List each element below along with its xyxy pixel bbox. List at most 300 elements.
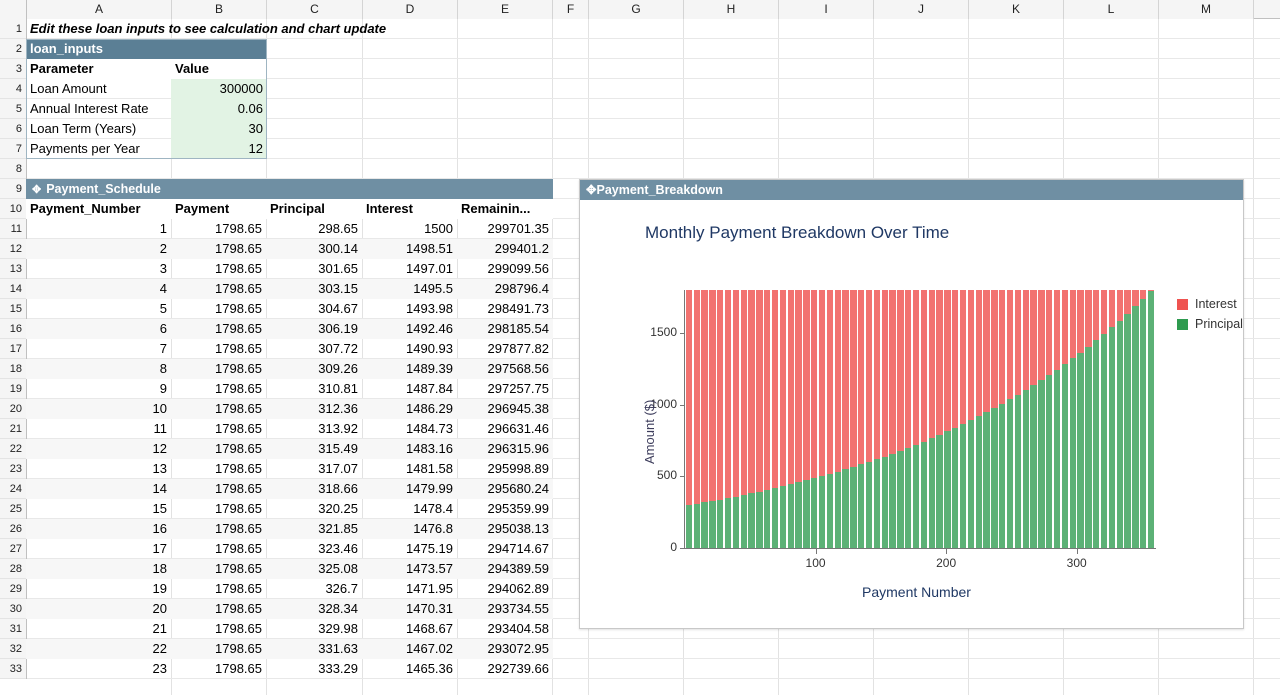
chart-bar-segment-principal (835, 472, 841, 548)
payment-schedule-cell-r14-c0[interactable]: 15 (152, 501, 167, 516)
row-header-11[interactable]: 11 (0, 219, 26, 239)
row-header-32[interactable]: 32 (0, 639, 26, 659)
row-header-7[interactable]: 7 (0, 139, 26, 159)
row-header-4[interactable]: 4 (0, 79, 26, 99)
row-header-9[interactable]: 9 (0, 179, 26, 199)
chart-bar-segment-principal (717, 500, 723, 548)
chart-bar-segment-principal (1015, 395, 1021, 548)
payment-schedule-cell-r15-c4[interactable]: 295038.13 (457, 519, 553, 539)
row-header-20[interactable]: 20 (0, 399, 26, 419)
chart-bar-segment-interest (905, 290, 911, 448)
row-header-26[interactable]: 26 (0, 519, 26, 539)
payment-schedule-cell-r21-c4[interactable]: 293072.95 (457, 639, 553, 659)
chart-bar-segment-interest (983, 290, 989, 412)
loan-input-label-0[interactable]: Loan Amount (30, 81, 107, 96)
row-header-30[interactable]: 30 (0, 599, 26, 619)
chart-bar-segment-interest (858, 290, 864, 464)
payment-schedule-cell-r5-c3[interactable]: 1492.46 (362, 319, 457, 339)
chart-bar (827, 290, 833, 548)
payment-schedule-cell-r3-c1[interactable]: 1798.65 (171, 279, 266, 299)
row-header-17[interactable]: 17 (0, 339, 26, 359)
payment-schedule-cell-r5-c0[interactable]: 6 (26, 319, 171, 339)
payment-schedule-cell-r20-c0[interactable]: 21 (152, 621, 167, 636)
row-header-6[interactable]: 6 (0, 119, 26, 139)
row-header-10[interactable]: 10 (0, 199, 26, 219)
column-header-E[interactable]: E (458, 0, 553, 19)
payment-schedule-cell-r19-c2[interactable]: 328.34 (266, 599, 362, 619)
payment-schedule-cell-r13-c4[interactable]: 295680.24 (457, 479, 553, 499)
chart-bar (1148, 290, 1154, 548)
payment-schedule-cell-r9-c0[interactable]: 10 (26, 399, 171, 419)
row-header-2[interactable]: 2 (0, 39, 26, 59)
chart-ytick-1: 500 (656, 468, 677, 483)
payment-schedule-cell-r21-c2[interactable]: 331.63 (266, 639, 362, 659)
payment-schedule-cell-r20-c1[interactable]: 1798.65 (215, 621, 262, 636)
payment-schedule-cell-r0-c3[interactable]: 1500 (424, 221, 453, 236)
payment-schedule-cell-r4-c1[interactable]: 1798.65 (215, 301, 262, 316)
payment-schedule-cell-r14-c4[interactable]: 295359.99 (487, 501, 549, 516)
legend-swatch-interest-icon (1177, 299, 1188, 310)
payment-schedule-cell-r12-c1[interactable]: 1798.65 (215, 461, 262, 476)
chart-bar (850, 290, 856, 548)
chart-bar-segment-interest (976, 290, 982, 416)
chart-bar-segment-interest (1132, 290, 1138, 306)
payment-schedule-cell-r17-c3[interactable]: 1473.57 (362, 559, 457, 579)
chart-bar (897, 290, 903, 548)
payment-schedule-cell-r13-c1[interactable]: 1798.65 (171, 479, 266, 499)
payment-schedule-cell-r19-c1[interactable]: 1798.65 (171, 599, 266, 619)
payment-schedule-cell-r21-c0[interactable]: 22 (26, 639, 171, 659)
payment-schedule-cell-r20-c2[interactable]: 329.98 (318, 621, 358, 636)
column-header-D[interactable]: D (363, 0, 458, 19)
payment-schedule-cell-r1-c3[interactable]: 1498.51 (362, 239, 457, 259)
chart-bar (913, 290, 919, 548)
chart-bar (819, 290, 825, 548)
row-header-28[interactable]: 28 (0, 559, 26, 579)
chart-bar-segment-principal (1101, 334, 1107, 548)
payment-schedule-cell-r6-c3[interactable]: 1490.93 (406, 341, 453, 356)
payment-schedule-cell-r22-c2[interactable]: 333.29 (318, 661, 358, 676)
payment-schedule-cell-r8-c3[interactable]: 1487.84 (406, 381, 453, 396)
row-header-14[interactable]: 14 (0, 279, 26, 299)
column-header-M[interactable]: M (1159, 0, 1254, 19)
payment-schedule-cell-r22-c4[interactable]: 292739.66 (487, 661, 549, 676)
loan-input-value-2[interactable]: 30 (171, 119, 267, 139)
payment-schedule-cell-r7-c2[interactable]: 309.26 (266, 359, 362, 379)
chart-bar (717, 290, 723, 548)
payment-schedule-cell-r7-c1[interactable]: 1798.65 (171, 359, 266, 379)
payment-schedule-cell-r3-c0[interactable]: 4 (26, 279, 171, 299)
payment-schedule-cell-r2-c2[interactable]: 301.65 (318, 261, 358, 276)
payment-schedule-cell-r18-c4[interactable]: 294062.89 (487, 581, 549, 596)
chart-bar-segment-principal (803, 480, 809, 548)
payment-schedule-cell-r7-c4[interactable]: 297568.56 (457, 359, 553, 379)
chart-bar-segment-interest (788, 290, 794, 484)
payment-schedule-cell-r22-c0[interactable]: 23 (152, 661, 167, 676)
chart-bar-segment-principal (991, 408, 997, 548)
chart-bar-segment-principal (725, 498, 731, 548)
chart-bar (952, 290, 958, 548)
payment-schedule-cell-r18-c0[interactable]: 19 (152, 581, 167, 596)
chart-bar (686, 290, 692, 548)
chart-bar-segment-principal (1038, 380, 1044, 548)
chart-bar-segment-principal (1109, 327, 1115, 548)
chart-bar (944, 290, 950, 548)
chart-xtick-0: 100 (805, 556, 826, 570)
chart-plot-area (685, 290, 1155, 548)
payment-schedule-cell-r1-c1[interactable]: 1798.65 (171, 239, 266, 259)
chart-bar (780, 290, 786, 548)
payment-schedule-cell-r4-c2[interactable]: 304.67 (318, 301, 358, 316)
chart-bar (991, 290, 997, 548)
payment-schedule-cell-r6-c4[interactable]: 297877.82 (487, 341, 549, 356)
payment-schedule-cell-r15-c2[interactable]: 321.85 (266, 519, 362, 539)
chart-bar (725, 290, 731, 548)
payment-schedule-cell-r9-c2[interactable]: 312.36 (266, 399, 362, 419)
payment-schedule-cell-r5-c2[interactable]: 306.19 (266, 319, 362, 339)
payment-schedule-cell-r8-c4[interactable]: 297257.75 (487, 381, 549, 396)
chart-bar-segment-interest (1140, 290, 1146, 299)
chart-bar-segment-interest (803, 290, 809, 480)
payment-schedule-cell-r14-c3[interactable]: 1478.4 (413, 501, 453, 516)
chart-bar-segment-interest (1030, 290, 1036, 385)
chart-bar-segment-principal (1148, 291, 1154, 548)
loan-inputs-table-title: loan_inputs (26, 39, 267, 59)
payment-schedule-cell-r1-c0[interactable]: 2 (26, 239, 171, 259)
payment-schedule-cell-r2-c4[interactable]: 299099.56 (487, 261, 549, 276)
column-header-K[interactable]: K (969, 0, 1064, 19)
column-header-C[interactable]: C (267, 0, 363, 19)
column-header-L[interactable]: L (1064, 0, 1159, 19)
payment-schedule-cell-r6-c1[interactable]: 1798.65 (215, 341, 262, 356)
payment-schedule-cell-r10-c2[interactable]: 313.92 (318, 421, 358, 436)
chart-bar-segment-principal (976, 416, 982, 548)
row-header-24[interactable]: 24 (0, 479, 26, 499)
payment-schedule-cell-r12-c2[interactable]: 317.07 (318, 461, 358, 476)
payment-schedule-cell-r3-c3[interactable]: 1495.5 (362, 279, 457, 299)
chart-bar (709, 290, 715, 548)
select-all-corner[interactable] (0, 0, 27, 19)
payment-schedule-cell-r16-c2[interactable]: 323.46 (318, 541, 358, 556)
payment-schedule-cell-r15-c3[interactable]: 1476.8 (362, 519, 457, 539)
payment-breakdown-chart-panel[interactable] (579, 179, 1244, 629)
payment-schedule-cell-r16-c3[interactable]: 1475.19 (406, 541, 453, 556)
chart-bar-segment-principal (960, 424, 966, 548)
row-header-column (0, 19, 27, 679)
payment-schedule-cell-r22-c1[interactable]: 1798.65 (215, 661, 262, 676)
row-header-22[interactable]: 22 (0, 439, 26, 459)
payment-schedule-cell-r16-c1[interactable]: 1798.65 (215, 541, 262, 556)
payment-schedule-cell-r7-c0[interactable]: 8 (26, 359, 171, 379)
chart-bar-segment-principal (842, 469, 848, 548)
column-header-F[interactable]: F (553, 0, 589, 19)
row-header-29[interactable]: 29 (0, 579, 26, 599)
payment-schedule-header-4: Remainin... (457, 199, 553, 219)
chart-bar-segment-principal (936, 435, 942, 548)
chart-bar-segment-interest (835, 290, 841, 472)
chart-bar-segment-interest (1093, 290, 1099, 340)
payment-schedule-cell-r13-c2[interactable]: 318.66 (266, 479, 362, 499)
chart-bar-segment-interest (709, 290, 715, 501)
row-header-5[interactable]: 5 (0, 99, 26, 119)
payment-schedule-cell-r2-c0[interactable]: 3 (159, 261, 167, 276)
row-header-18[interactable]: 18 (0, 359, 26, 379)
payment-schedule-cell-r19-c3[interactable]: 1470.31 (362, 599, 457, 619)
chart-bar (929, 290, 935, 548)
chart-bar-segment-principal (1093, 340, 1099, 548)
column-header-A[interactable]: A (27, 0, 172, 19)
chart-bar-segment-principal (1062, 364, 1068, 548)
chart-bar-segment-principal (999, 404, 1005, 548)
move-anchor-icon[interactable]: ✥ (586, 183, 597, 197)
payment-schedule-cell-r0-c1[interactable]: 1798.65 (215, 221, 262, 236)
chart-bar-segment-interest (717, 290, 723, 500)
payment-schedule-cell-r17-c4[interactable]: 294389.59 (457, 559, 553, 579)
column-header-H[interactable]: H (684, 0, 779, 19)
loan-input-label-3[interactable]: Payments per Year (30, 141, 140, 156)
loan-input-value-1[interactable]: 0.06 (171, 99, 267, 119)
loan-input-value-3[interactable]: 12 (171, 139, 267, 159)
chart-bar-segment-principal (1030, 385, 1036, 548)
chart-bar-segment-interest (944, 290, 950, 431)
row-header-21[interactable]: 21 (0, 419, 26, 439)
payment-schedule-cell-r0-c2[interactable]: 298.65 (318, 221, 358, 236)
payment-schedule-cell-r10-c0[interactable]: 11 (153, 421, 167, 436)
chart-bar (905, 290, 911, 548)
payment-schedule-cell-r21-c1[interactable]: 1798.65 (171, 639, 266, 659)
payment-schedule-header-3: Interest (362, 199, 457, 219)
chart-bar-segment-interest (1085, 290, 1091, 347)
chart-bar (921, 290, 927, 548)
chart-bar (1015, 290, 1021, 548)
row-header-3[interactable]: 3 (0, 59, 26, 79)
payment-schedule-cell-r17-c1[interactable]: 1798.65 (171, 559, 266, 579)
chart-y-axis-label: Amount ($) (642, 399, 657, 464)
payment-schedule-cell-r18-c1[interactable]: 1798.65 (215, 581, 262, 596)
chart-bar-segment-interest (756, 290, 762, 492)
chart-bar-segment-principal (968, 420, 974, 548)
legend-label-interest: Interest (1195, 297, 1237, 311)
row-header-13[interactable]: 13 (0, 259, 26, 279)
payment-schedule-cell-r2-c3[interactable]: 1497.01 (406, 261, 453, 276)
payment-schedule-cell-r21-c3[interactable]: 1467.02 (362, 639, 457, 659)
legend-label-principal: Principal (1195, 317, 1243, 331)
chart-bar (756, 290, 762, 548)
chart-bar-segment-principal (780, 486, 786, 548)
column-header-G[interactable]: G (589, 0, 684, 19)
payment-schedule-cell-r17-c0[interactable]: 18 (26, 559, 171, 579)
row-header-8[interactable]: 8 (0, 159, 26, 179)
payment-schedule-cell-r8-c0[interactable]: 9 (159, 381, 167, 396)
payment-breakdown-object-title[interactable] (580, 180, 1243, 200)
chart-bar (835, 290, 841, 548)
payment-schedule-cell-r1-c4[interactable]: 299401.2 (457, 239, 553, 259)
payment-schedule-cell-r11-c1[interactable]: 1798.65 (171, 439, 266, 459)
payment-schedule-header-1: Payment (171, 199, 266, 219)
chart-bar (968, 290, 974, 548)
payment-schedule-cell-r7-c3[interactable]: 1489.39 (362, 359, 457, 379)
row-header-25[interactable]: 25 (0, 499, 26, 519)
payment-schedule-cell-r20-c3[interactable]: 1468.67 (406, 621, 453, 636)
chart-bar-segment-interest (936, 290, 942, 435)
chart-ytick-mark (680, 476, 685, 477)
payment-schedule-cell-r4-c3[interactable]: 1493.98 (406, 301, 453, 316)
row-header-19[interactable]: 19 (0, 379, 26, 399)
chart-bar (858, 290, 864, 548)
chart-bar-segment-principal (882, 457, 888, 548)
chart-bar-segment-interest (819, 290, 825, 476)
chart-bar-segment-interest (991, 290, 997, 408)
chart-bar (1007, 290, 1013, 548)
payment-schedule-cell-r11-c2[interactable]: 315.49 (266, 439, 362, 459)
cell-grid[interactable] (27, 19, 1280, 695)
payment-schedule-cell-r18-c2[interactable]: 326.7 (325, 581, 358, 596)
chart-ytick-mark (680, 548, 685, 549)
chart-bar (1140, 290, 1146, 548)
chart-bar (999, 290, 1005, 548)
chart-bar-segment-interest (795, 290, 801, 482)
payment-schedule-cell-r22-c3[interactable]: 1465.36 (406, 661, 453, 676)
loan-input-value-0[interactable]: 300000 (171, 79, 267, 99)
payment-schedule-cell-r4-c0[interactable]: 5 (159, 301, 167, 316)
payment-schedule-cell-r11-c4[interactable]: 296315.96 (457, 439, 553, 459)
row-header-31[interactable]: 31 (0, 619, 26, 639)
payment-schedule-cell-r12-c0[interactable]: 13 (152, 461, 167, 476)
payment-schedule-cell-r13-c3[interactable]: 1479.99 (362, 479, 457, 499)
chart-bar-segment-principal (905, 448, 911, 548)
payment-schedule-cell-r8-c1[interactable]: 1798.65 (215, 381, 262, 396)
payment-schedule-cell-r2-c1[interactable]: 1798.65 (215, 261, 262, 276)
chart-bar (701, 290, 707, 548)
payment-schedule-cell-r11-c0[interactable]: 12 (26, 439, 171, 459)
payment-schedule-cell-r8-c2[interactable]: 310.81 (318, 381, 358, 396)
loan-input-label-1[interactable]: Annual Interest Rate (30, 101, 149, 116)
payment-schedule-cell-r16-c4[interactable]: 294714.67 (487, 541, 549, 556)
payment-schedule-cell-r3-c2[interactable]: 303.15 (266, 279, 362, 299)
chart-bar-segment-principal (1077, 353, 1083, 548)
payment-schedule-cell-r10-c3[interactable]: 1484.73 (406, 421, 453, 436)
payment-schedule-cell-r1-c2[interactable]: 300.14 (266, 239, 362, 259)
row-header-15[interactable]: 15 (0, 299, 26, 319)
chart-bar-segment-principal (858, 464, 864, 548)
chart-bar-segment-principal (944, 431, 950, 548)
payment-schedule-header-0: Payment_Number (26, 199, 171, 219)
payment-breakdown-object-label: Payment_Breakdown (596, 183, 723, 197)
payment-schedule-cell-r4-c4[interactable]: 298491.73 (487, 301, 549, 316)
payment-schedule-cell-r20-c4[interactable]: 293404.58 (487, 621, 549, 636)
column-header-I[interactable]: I (779, 0, 874, 19)
chart-bar-segment-interest (842, 290, 848, 469)
payment-schedule-cell-r14-c2[interactable]: 320.25 (318, 501, 358, 516)
payment-schedule-cell-r14-c1[interactable]: 1798.65 (215, 501, 262, 516)
chart-bar-segment-interest (1015, 290, 1021, 395)
chart-bar-segment-principal (827, 474, 833, 548)
payment-schedule-cell-r19-c4[interactable]: 293734.55 (457, 599, 553, 619)
payment-schedule-cell-r11-c3[interactable]: 1483.16 (362, 439, 457, 459)
payment-schedule-cell-r13-c0[interactable]: 14 (26, 479, 171, 499)
payment-schedule-cell-r9-c1[interactable]: 1798.65 (171, 399, 266, 419)
chart-ytick-0: 0 (670, 540, 677, 554)
payment-schedule-cell-r9-c4[interactable]: 296945.38 (457, 399, 553, 419)
chart-bar-segment-principal (866, 462, 872, 548)
chart-bar-segment-principal (913, 445, 919, 548)
payment-schedule-cell-r9-c3[interactable]: 1486.29 (362, 399, 457, 419)
chart-bar (1054, 290, 1060, 548)
chart-bar-segment-interest (1148, 290, 1154, 291)
chart-bar (1109, 290, 1115, 548)
chart-bar-segment-principal (733, 497, 739, 548)
payment-schedule-cell-r10-c4[interactable]: 296631.46 (487, 421, 549, 436)
chart-axis-line (684, 548, 1156, 549)
payment-schedule-cell-r5-c4[interactable]: 298185.54 (457, 319, 553, 339)
payment-schedule-cell-r3-c4[interactable]: 298796.4 (457, 279, 553, 299)
chart-bar (936, 290, 942, 548)
chart-bar-segment-principal (1023, 390, 1029, 548)
payment-schedule-cell-r19-c0[interactable]: 20 (26, 599, 171, 619)
payment-schedule-object-label: Payment_Schedule (46, 182, 161, 196)
row-header-33[interactable]: 33 (0, 659, 26, 679)
payment-schedule-cell-r10-c1[interactable]: 1798.65 (215, 421, 262, 436)
chart-bar (1046, 290, 1052, 548)
chart-bar (1093, 290, 1099, 548)
row-header-27[interactable]: 27 (0, 539, 26, 559)
payment-schedule-cell-r12-c4[interactable]: 295998.89 (487, 461, 549, 476)
column-header-row (0, 0, 1280, 19)
payment-schedule-cell-r12-c3[interactable]: 1481.58 (406, 461, 453, 476)
chart-bar-segment-interest (694, 290, 700, 504)
instruction-text: Edit these loan inputs to see calculation and chart update (30, 21, 387, 36)
chart-bar-segment-principal (1124, 314, 1130, 548)
chart-legend-item-principal (1177, 317, 1243, 331)
grid-column-separator (1253, 19, 1254, 695)
chart-bar-segment-principal (811, 478, 817, 548)
row-header-16[interactable]: 16 (0, 319, 26, 339)
chart-legend-item-interest (1177, 297, 1243, 311)
row-header-23[interactable]: 23 (0, 459, 26, 479)
legend-swatch-principal-icon (1177, 319, 1188, 330)
payment-schedule-cell-r0-c4[interactable]: 299701.35 (487, 221, 549, 236)
payment-schedule-cell-r6-c0[interactable]: 7 (159, 341, 167, 356)
move-anchor-icon[interactable]: ✥ (32, 184, 42, 196)
row-header-12[interactable]: 12 (0, 239, 26, 259)
chart-bar-segment-principal (1140, 299, 1146, 548)
chart-xtick-mark (1077, 549, 1078, 554)
chart-bar-segment-principal (764, 490, 770, 548)
payment-schedule-cell-r6-c2[interactable]: 307.72 (318, 341, 358, 356)
chart-bar (1062, 290, 1068, 548)
chart-bar (1023, 290, 1029, 548)
payment-schedule-cell-r0-c0[interactable]: 1 (159, 221, 167, 236)
column-header-B[interactable]: B (172, 0, 267, 19)
payment-schedule-cell-r15-c1[interactable]: 1798.65 (171, 519, 266, 539)
chart-bar (1077, 290, 1083, 548)
payment-schedule-cell-r5-c1[interactable]: 1798.65 (171, 319, 266, 339)
chart-bar-segment-interest (1124, 290, 1130, 314)
chart-bar (1117, 290, 1123, 548)
payment-schedule-cell-r17-c2[interactable]: 325.08 (266, 559, 362, 579)
loan-input-label-2[interactable]: Loan Term (Years) (30, 121, 137, 136)
payment-schedule-object-title[interactable] (26, 179, 553, 200)
chart-bar (1070, 290, 1076, 548)
payment-schedule-cell-r18-c3[interactable]: 1471.95 (406, 581, 453, 596)
payment-schedule-cell-r16-c0[interactable]: 17 (152, 541, 167, 556)
chart-bar-segment-interest (897, 290, 903, 451)
column-header-J[interactable]: J (874, 0, 969, 19)
chart-bar-segment-interest (929, 290, 935, 438)
chart-bar-segment-principal (1117, 321, 1123, 548)
payment-schedule-cell-r15-c0[interactable]: 16 (26, 519, 171, 539)
row-header-1[interactable]: 1 (0, 19, 26, 39)
